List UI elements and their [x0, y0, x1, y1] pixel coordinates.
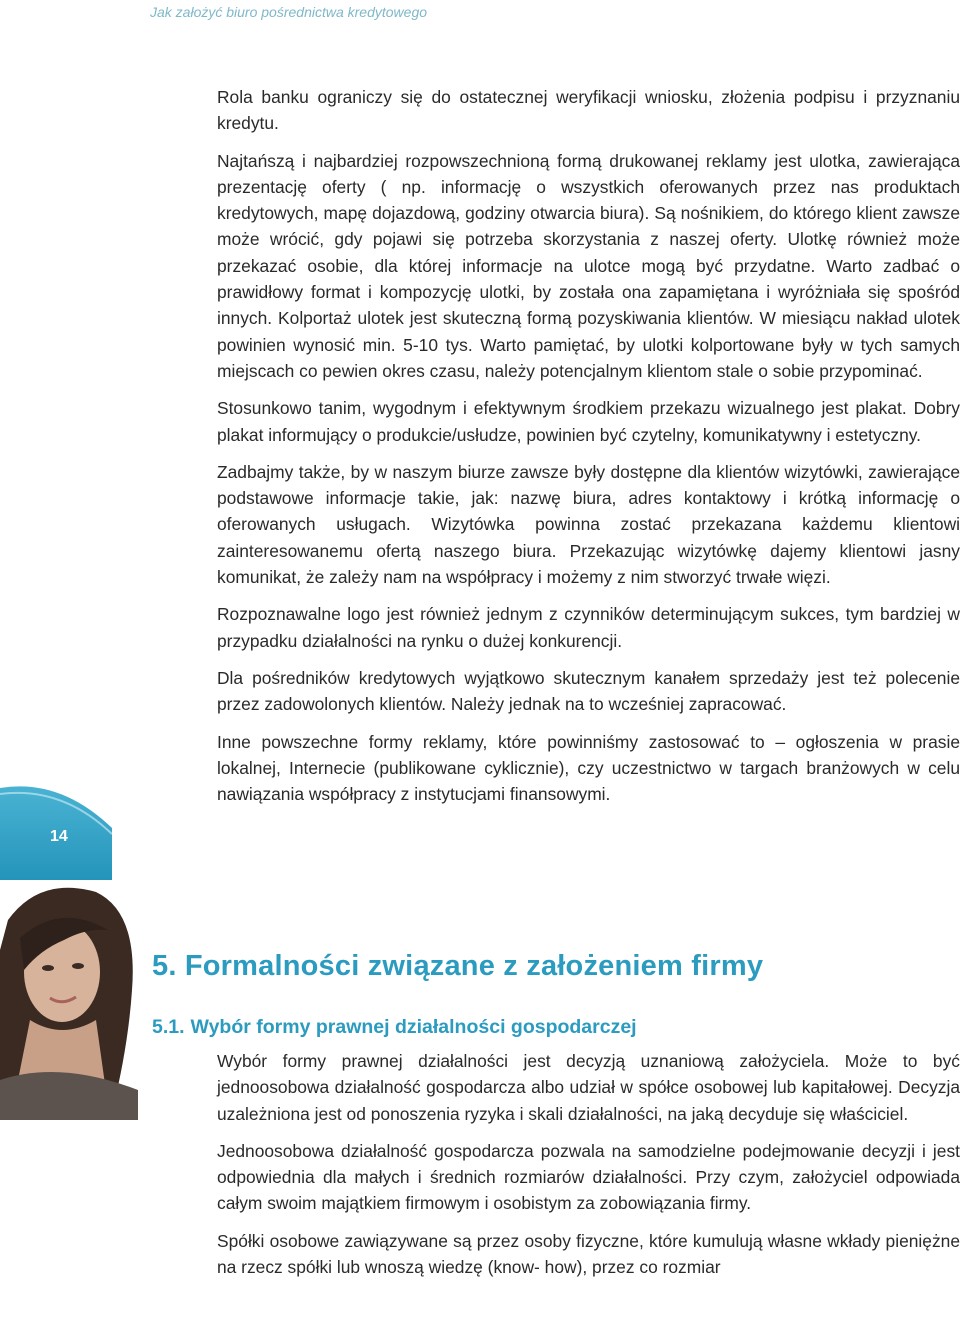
- paragraph: Dla pośredników kredytowych wyjątkowo skutecznym kanałem sprzedaży jest też polecenie przez zadowolonych klientów. Należy jednak na to wcześniej zapracować.: [217, 667, 960, 715]
- portrait-image: [0, 880, 138, 1120]
- subsection-body: [217, 1048, 960, 1280]
- page-number: 14: [50, 828, 68, 845]
- paragraph: Zadbajmy także, by w naszym biurze zawsze były dostępne dla klientów wizytówki, zawierające podstawowe informacje takie, jak: nazwę biura, adres kontaktowy i krótką informację o oferowanych usługach. Wizytówka powinna zostać przekazana każdemu klientowi zainteresowanemu ofertą naszego biura. Przekazując wizytówkę dajemy klientowi jasny komunikat, że zależy nam na współpracy i możemy z nim stworzyć trwałe więzi.: [217, 461, 960, 588]
- paragraph: Rozpoznawalne logo jest również jednym z czynników determinującym sukces, tym bardziej w przypadku działalności na rynku o dużej konkurencji.: [217, 604, 960, 651]
- paragraph: Rola banku ograniczy się do ostatecznej weryfikacji wniosku, złożenia podpisu i przyznaniu kredytu.: [217, 87, 960, 134]
- paragraph: Najtańszą i najbardziej rozpowszechnioną formą drukowanej reklamy jest ulotka, zawierająca prezentację oferty ( np. informację o wszystkich oferowanych przez nas produktach kredytowych, mapę dojazdową, godziny otwarcia biura). Są nośnikiem, do którego klient zawsze może wrócić, gdy pojawi się potrzeba skorzystania z naszej oferty. Ulotkę również może przekazać osobie, dla której informacje na ulotce mogą być przydatne. Warto zadbać o prawidłowy format i kompozycję ulotki, by została ona zapamiętana i wyróżniała się spośród innych. Kolportaż ulotek jest skuteczną formą pozyskiwania klientów. W miesiącu nakład ulotek powinien wynosić min. 5-10 tys. Warto pamiętać, by ulotki kolportowane były w tych samych miejscach co pewien okres czasu, należy potencjalnym klientom stale o sobie przypominać.: [217, 150, 960, 381]
- paragraph: Wybór formy prawnej działalności jest decyzją uznaniową założyciela. Może to być jednoosobowa działalność gospodarcza albo udział w spółce osobowej lub kapitałowej. Decyzja uzależniona jest od ponoszenia ryzyka i skali działalności, na jaką decyduje się właściciel.: [217, 1051, 960, 1124]
- paragraph: Jednoosobowa działalność gospodarcza pozwala na samodzielne podejmowanie decyzji i jest odpowiednia dla małych i średnich rozmiarów działalności. Przy czym, założyciel odpowiada całym swoim majątkiem firmowym i osobistym za zobowiązania firmy.: [217, 1140, 960, 1214]
- paragraph: Inne powszechne formy reklamy, które powinniśmy zastosować to – ogłoszenia w prasie lokalnej, Internecie (publikowane cyklicznie), czy uczestnictwo w targach branżowych w celu nawiązania współpracy z instytucjami finansowymi.: [217, 731, 960, 805]
- chapter-heading: 5. Formalności związane z założeniem firmy: [152, 950, 764, 982]
- subsection-number: 5.1.: [152, 1016, 185, 1038]
- subsection-title: Wybór formy prawnej działalności gospodarczej: [190, 1016, 637, 1038]
- running-header: Jak założyć biuro pośrednictwa kredytowego: [150, 4, 428, 20]
- paragraph: Stosunkowo tanim, wygodnym i efektywnym środkiem przekazu wizualnego jest plakat. Dobry plakat informujący o produkcie/usłudze, powinien być czytelny, komunikatywny i estetyczny.: [217, 398, 960, 445]
- subsection-heading: [152, 1016, 637, 1039]
- section-body: [217, 84, 960, 807]
- paragraph: Spółki osobowe zawiązywane są przez osoby fizyczne, które kumulują własne wkłady pieniężne na rzecz spółki lub wnoszą wiedzę (know- how), przez co rozmiar: [217, 1230, 960, 1278]
